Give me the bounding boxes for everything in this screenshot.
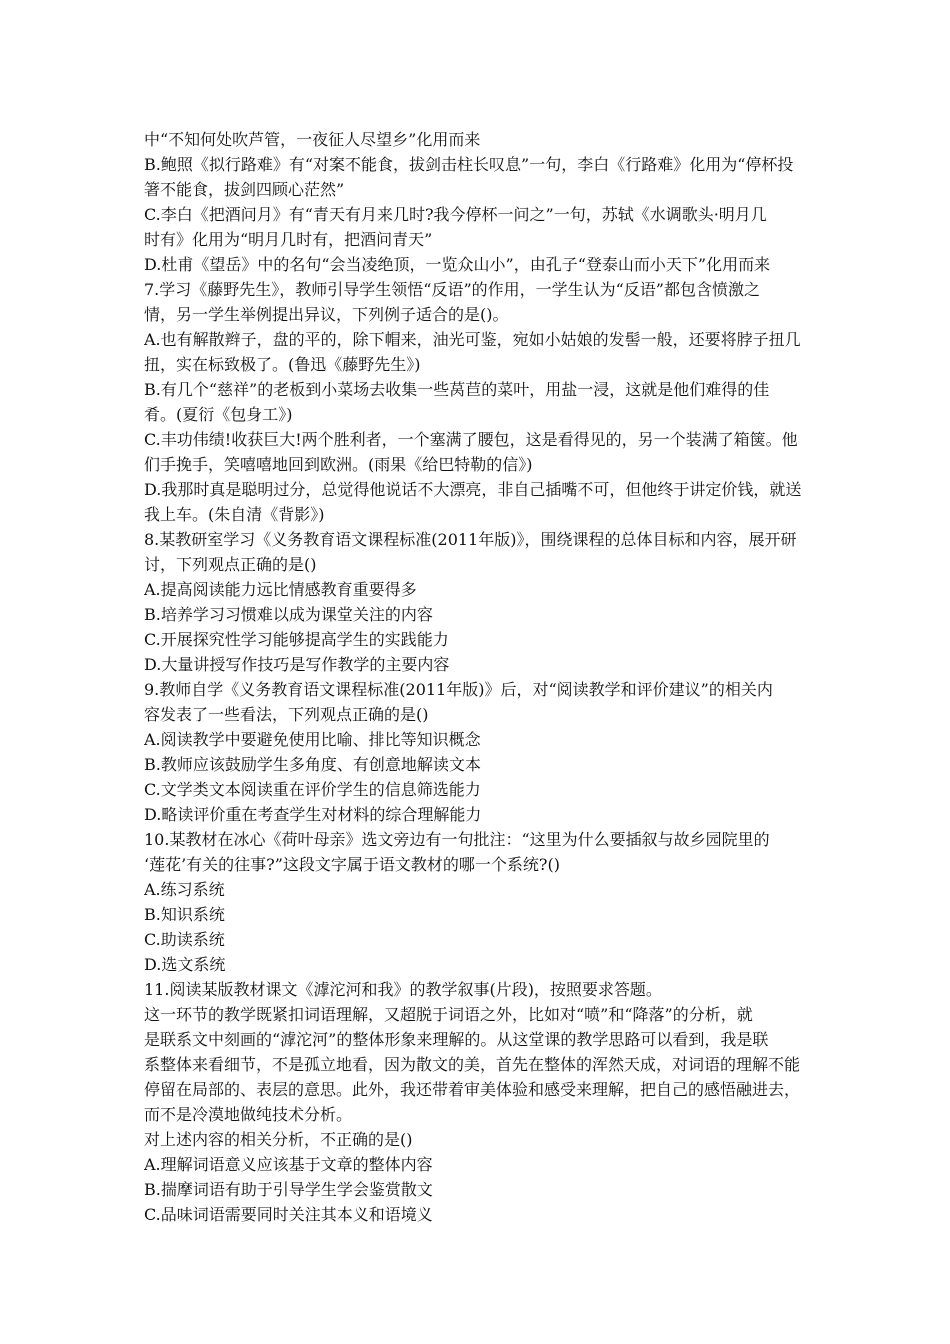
option-a-line: A.也有解散辫子，盘的平的，除下帽来，油光可鉴，宛如小姑娘的发髻一般，还要将脖子扭几: [144, 330, 801, 349]
option-b-line: B.知识系统: [144, 905, 225, 924]
option-d-line: D.我那时真是聪明过分，总觉得他说话不大漂亮，非自己插嘴不可，但他终于讲定价钱，就送: [144, 480, 802, 499]
option-b-line: B.揣摩词语有助于引导学生学会鉴赏散文: [144, 1180, 433, 1199]
option-a-line: A.提高阅读能力远比情感教育重要得多: [144, 580, 417, 599]
question-10-line: ‘莲花’有关的往事?”这段文字属于语文教材的哪一个系统?(): [144, 855, 560, 874]
option-c-line: C.文学类文本阅读重在评价学生的信息筛选能力: [144, 780, 481, 799]
option-c-line: C.丰功伟绩!收获巨大!两个胜利者，一个塞满了腰包，这是看得见的，另一个装满了箱箧。他: [144, 430, 798, 449]
option-d-line: D.大量讲授写作技巧是写作教学的主要内容: [144, 655, 450, 674]
option-a-line: 扭，实在标致极了。(鲁迅《藤野先生》): [144, 355, 421, 374]
text-line: 箸不能食，拔剑四顾心茫然”: [144, 180, 345, 199]
question-9-line: 9.教师自学《义务教育语文课程标准(2011年版)》后，对“阅读教学和评价建议”的相关内: [144, 680, 773, 699]
passage-line: 停留在局部的、表层的意思。此外，我还带着审美体验和感受来理解，把自己的感悟融进去，: [144, 1080, 801, 1099]
text-line: 中“不知何处吹芦管，一夜征人尽望乡”化用而来: [144, 130, 481, 149]
text-line: B.鲍照《拟行路难》有“对案不能食，拔剑击柱长叹息”一句，李白《行路难》化用为“停杯投: [144, 155, 794, 174]
option-d-line: D.略读评价重在考查学生对材料的综合理解能力: [144, 805, 482, 824]
option-d-line: 我上车。(朱自清《背影》): [144, 505, 325, 524]
option-c-line: C.开展探究性学习能够提高学生的实践能力: [144, 630, 449, 649]
text-line: 时有》化用为“明月几时有，把酒问青天”: [144, 230, 433, 249]
question-8-line: 讨，下列观点正确的是(): [144, 555, 317, 574]
question-11-line: 11.阅读某版教材课文《滹沱河和我》的教学叙事(片段)，按照要求答题。: [144, 980, 662, 999]
text-line: C.李白《把酒问月》有“青天有月来几时?我今停杯一问之”一句，苏轼《水调歌头·明月几: [144, 205, 767, 224]
option-b-line: 肴。(夏衍《包身工》): [144, 405, 293, 424]
option-c-line: 们手挽手，笑嘻嘻地回到欧洲。(雨果《给巴特勒的信》): [144, 455, 533, 474]
question-7-line: 情，另一学生举例提出异议，下列例子适合的是()。: [144, 305, 509, 324]
option-a-line: A.练习系统: [144, 880, 225, 899]
question-9-line: 容发表了一些看法，下列观点正确的是(): [144, 705, 429, 724]
passage-line: 系整体来看细节，不是孤立地看，因为散文的美，首先在整体的浑然天成，对词语的理解不能: [144, 1055, 801, 1074]
passage-line: 这一环节的教学既紧扣词语理解，又超脱于词语之外，比如对“喷”和“降落”的分析，就: [144, 1005, 753, 1024]
question-7-line: 7.学习《藤野先生》，教师引导学生领悟“反语”的作用，一学生认为“反语”都包含愤激之: [144, 280, 760, 299]
option-a-line: A.理解词语意义应该基于文章的整体内容: [144, 1155, 433, 1174]
question-10-line: 10.某教材在冰心《荷叶母亲》选文旁边有一句批注：“这里为什么要插叙与故乡园院里的: [144, 830, 770, 849]
passage-line: 而不是冷漠地做纯技术分析。: [144, 1105, 353, 1124]
question-11-prompt: 对上述内容的相关分析，不正确的是(): [144, 1130, 413, 1149]
option-d-line: D.选文系统: [144, 955, 226, 974]
passage-line: 是联系文中刻画的“滹沱河”的整体形象来理解的。从这堂课的教学思路可以看到，我是联: [144, 1030, 769, 1049]
option-b-line: B.培养学习习惯难以成为课堂关注的内容: [144, 605, 433, 624]
question-8-line: 8.某教研室学习《义务教育语文课程标准(2011年版)》，围绕课程的总体目标和内容，展开研: [144, 530, 797, 549]
option-b-line: B.有几个“慈祥”的老板到小菜场去收集一些莴苣的菜叶，用盐一浸，这就是他们难得的佳: [144, 380, 770, 399]
option-b-line: B.教师应该鼓励学生多角度、有创意地解读文本: [144, 755, 481, 774]
document-body: [144, 127, 808, 1227]
option-a-line: A.阅读教学中要避免使用比喻、排比等知识概念: [144, 730, 481, 749]
option-c-line: C.助读系统: [144, 930, 225, 949]
text-line: D.杜甫《望岳》中的名句“会当凌绝顶，一览众山小”，由孔子“登泰山而小天下”化用而来: [144, 255, 771, 274]
option-c-line: C.品味词语需要同时关注其本义和语境义: [144, 1205, 433, 1224]
